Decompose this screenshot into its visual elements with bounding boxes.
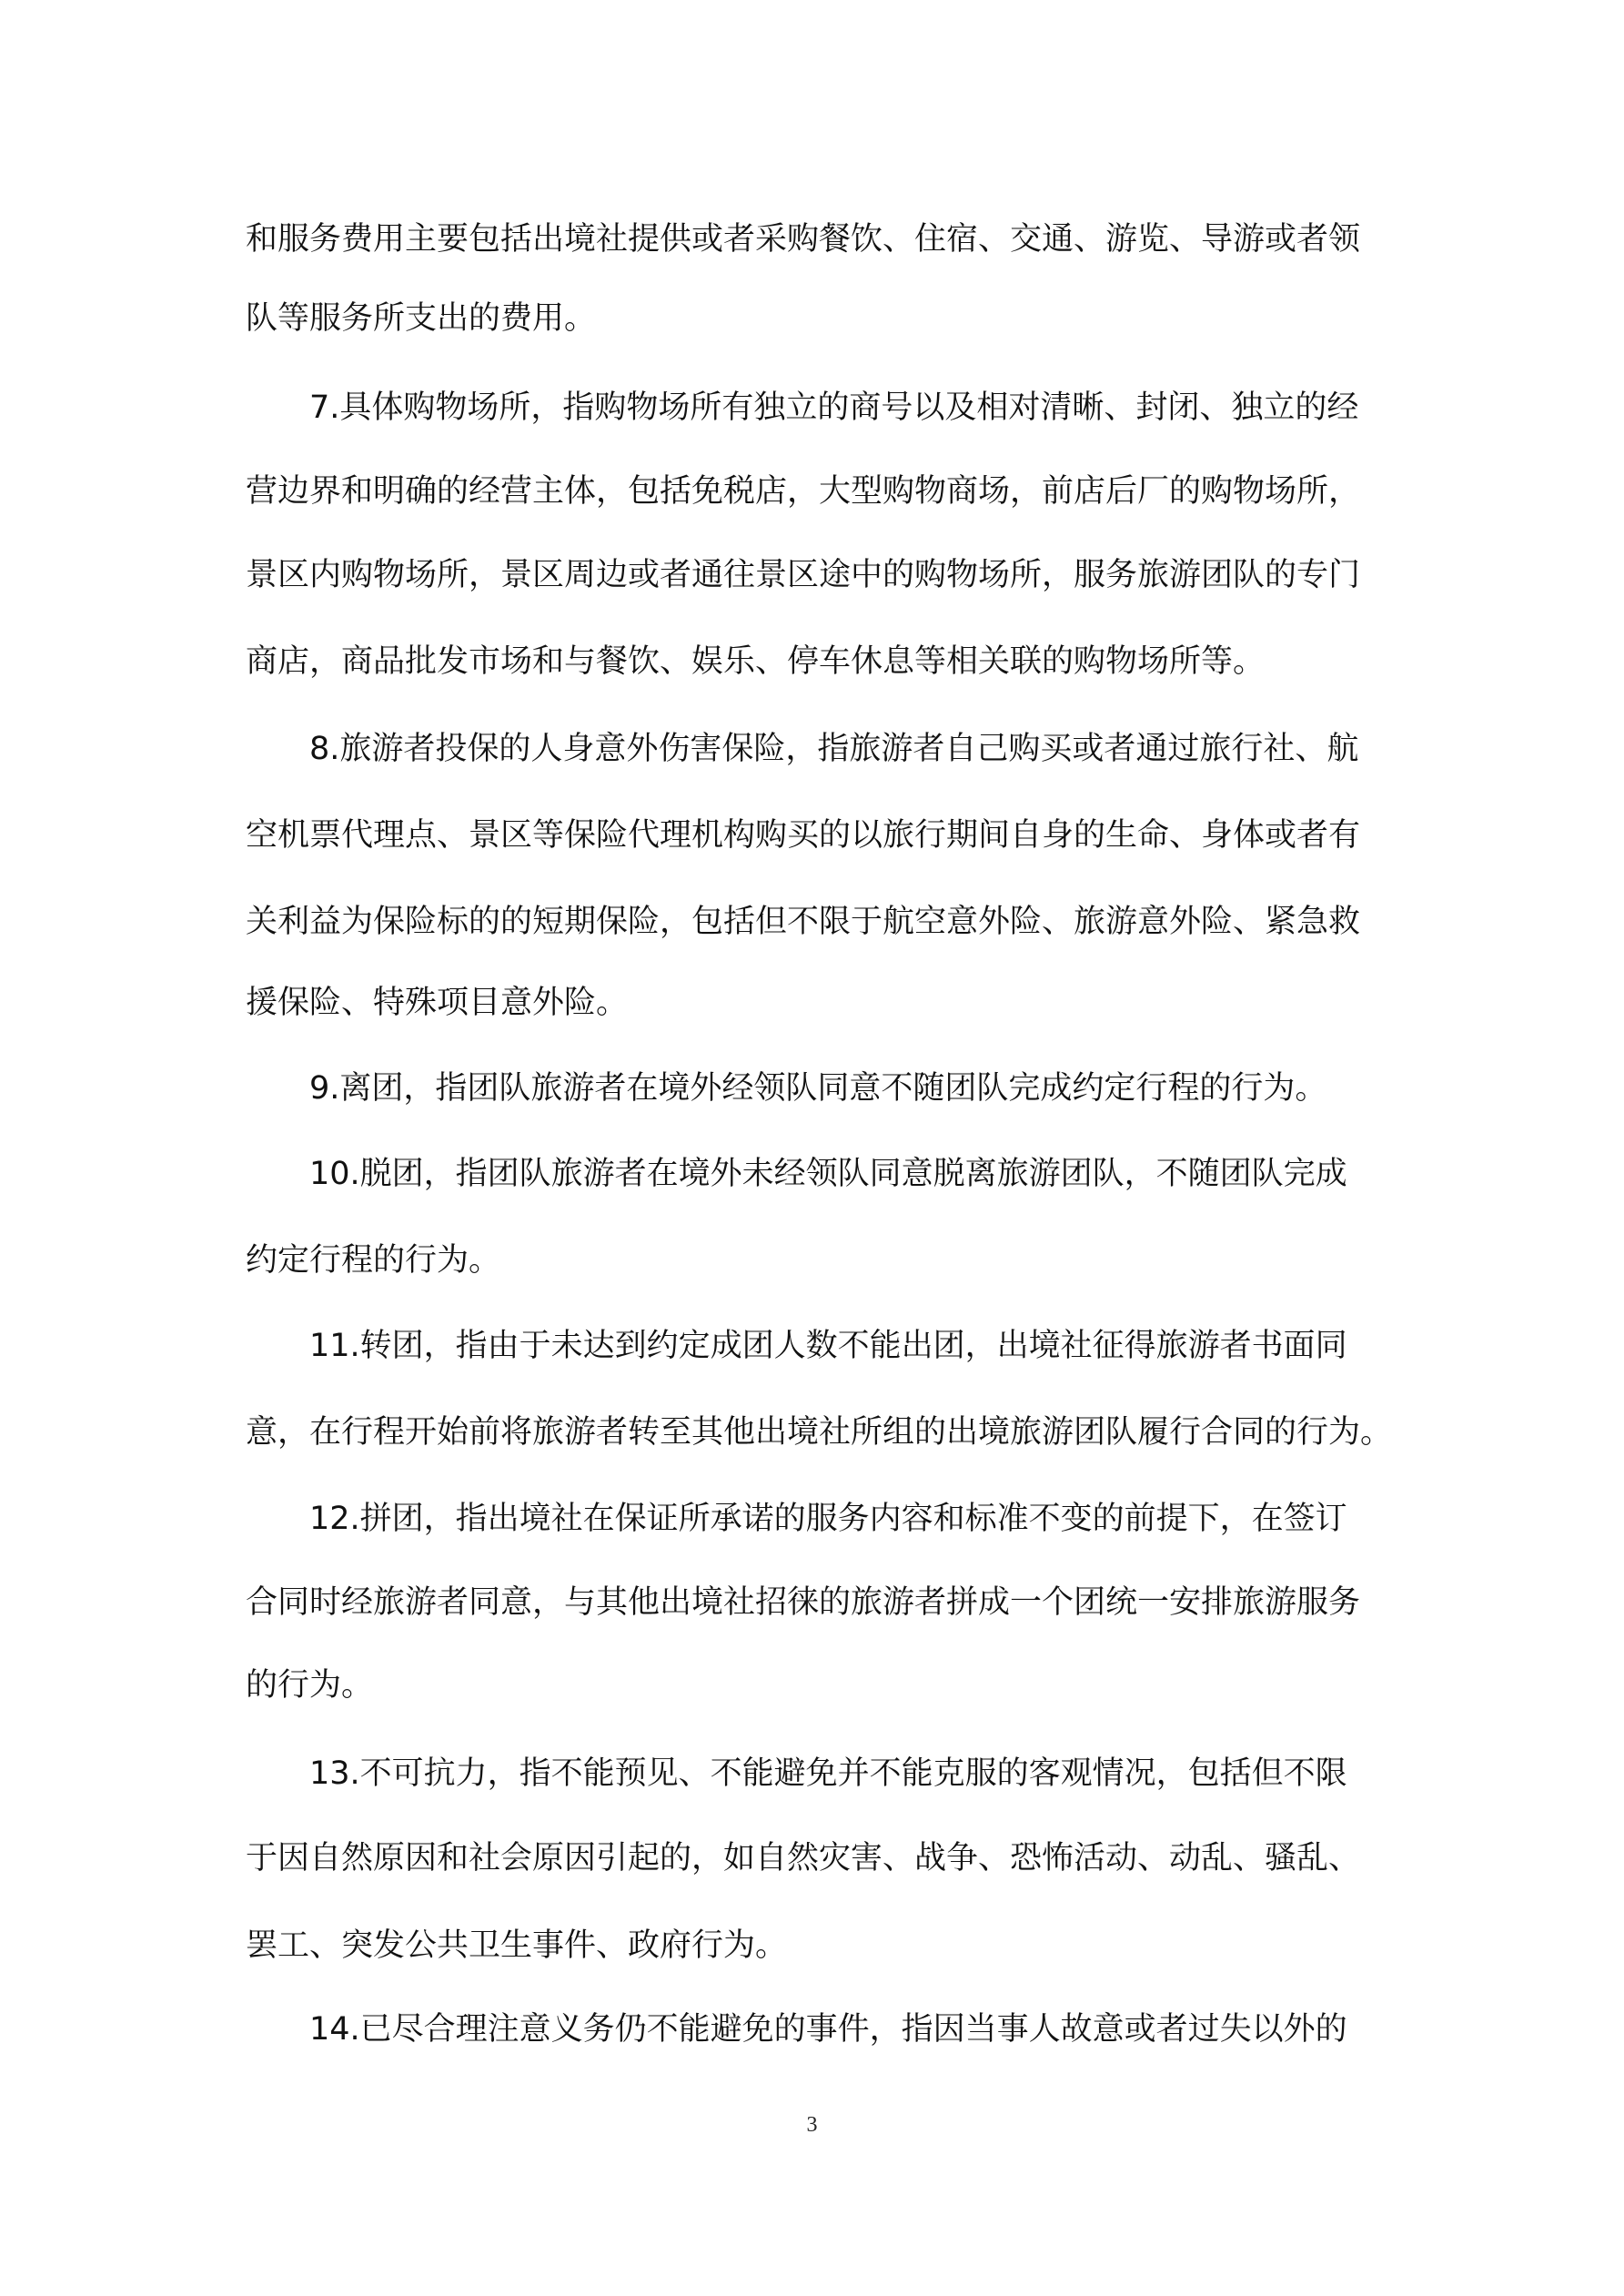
- body-text-line: 营边界和明确的经营主体，包括免税店，大型购物商场，前店后厂的购物场所，: [246, 473, 1361, 510]
- definition-item-12: 12.拼团，指出境社在保证所承诺的服务内容和标准不变的前提下，在签订: [309, 1501, 1347, 1537]
- body-text-line: 援保险、特殊项目意外险。: [246, 985, 629, 1021]
- definition-item-14: 14.已尽合理注意义务仍不能避免的事件，指因当事人故意或者过失以外的: [309, 2011, 1347, 2048]
- definition-item-10: 10.脱团，指团队旅游者在境外未经领队同意脱离旅游团队，不随团队完成: [309, 1156, 1347, 1192]
- body-text-line: 关利益为保险标的的短期保险，包括但不限于航空意外险、旅游意外险、紧急救: [246, 904, 1361, 940]
- definition-item-7: 7.具体购物场所，指购物场所有独立的商号以及相对清晰、封闭、独立的经: [309, 389, 1359, 426]
- body-text-line: 景区内购物场所，景区周边或者通往景区途中的购物场所，服务旅游团队的专门: [246, 557, 1361, 593]
- definition-item-8: 8.旅游者投保的人身意外伤害保险，指旅游者自己购买或者通过旅行社、航: [309, 731, 1359, 767]
- body-text-line: 队等服务所支出的费用。: [246, 300, 597, 337]
- page-number: 3: [806, 2113, 818, 2137]
- body-text-line: 和服务费用主要包括出境社提供或者采购餐饮、住宿、交通、游览、导游或者领: [246, 221, 1361, 258]
- body-text-line: 罢工、突发公共卫生事件、政府行为。: [246, 1927, 788, 1964]
- definition-item-9: 9.离团，指团队旅游者在境外经领队同意不随团队完成约定行程的行为。: [309, 1070, 1327, 1107]
- definition-item-13: 13.不可抗力，指不能预见、不能避免并不能克服的客观情况，包括但不限: [309, 1755, 1347, 1792]
- definition-item-11: 11.转团，指由于未达到约定成团人数不能出团，出境社征得旅游者书面同: [309, 1328, 1347, 1364]
- body-text-line: 意，在行程开始前将旅游者转至其他出境社所组的出境旅游团队履行合同的行为。: [246, 1414, 1393, 1451]
- body-text-line: 商店，商品批发市场和与餐饮、娱乐、停车休息等相关联的购物场所等。: [246, 643, 1266, 680]
- body-text-line: 空机票代理点、景区等保险代理机构购买的以旅行期间自身的生命、身体或者有: [246, 817, 1361, 854]
- body-text-line: 合同时经旅游者同意，与其他出境社招徕的旅游者拼成一个团统一安排旅游服务: [246, 1584, 1361, 1621]
- body-text-line: 的行为。: [246, 1667, 374, 1704]
- body-text-line: 约定行程的行为。: [246, 1242, 501, 1279]
- body-text-line: 于因自然原因和社会原因引起的，如自然灾害、战争、恐怖活动、动乱、骚乱、: [246, 1840, 1361, 1876]
